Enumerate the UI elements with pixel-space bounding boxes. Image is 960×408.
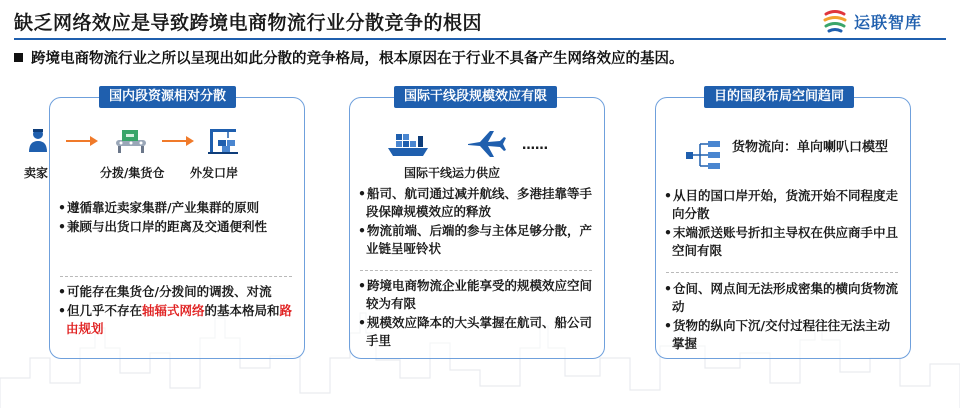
airplane-icon: [466, 128, 506, 158]
dashed-divider: [666, 272, 898, 273]
chain-port-label: 外发口岸: [190, 166, 239, 180]
list-item: • 遵循靠近卖家集群/产业集群的原则: [58, 199, 294, 217]
title-divider: [14, 38, 946, 40]
chain-hub-label: 分拨/集货仓: [100, 166, 165, 180]
cargo-flow-label: 货物流向：单向喇叭口模型: [732, 140, 889, 155]
highlight-routing: 路由规划: [66, 303, 293, 336]
list-item: • 从目的国口岸开始，货流开始不同程度走向分散: [664, 187, 900, 223]
seller-icon: [24, 126, 52, 154]
cargo-ship-icon: [386, 130, 430, 158]
cargo-flow: [680, 138, 910, 178]
domestic-group-1: [58, 199, 294, 237]
international-group-2: [358, 277, 594, 351]
list-item: • 货物的纵向下沉/交付过程往往无法主动掌握: [664, 317, 900, 353]
item-text: 但几乎不存在: [67, 303, 143, 318]
subtitle: [14, 47, 684, 68]
subtitle-text: 跨境电商物流行业之所以呈现出如此分散的竞争格局，根本原因在于行业不具备产生网络效应的基因。: [31, 51, 684, 67]
list-item: • 兼顾与出货口岸的距离及交通便利性: [58, 218, 294, 236]
highlight-hub-spoke: 轴辐式网络: [142, 303, 205, 318]
trunk-capacity-label: 国际干线运力供应: [404, 166, 501, 180]
logo-text: 运联智库: [854, 12, 923, 32]
item-text: 的基本格局和: [204, 303, 280, 318]
destination-group-1: [664, 187, 900, 261]
dashed-divider: [360, 270, 592, 271]
destination-group-2: [664, 280, 900, 354]
list-item: • 船司、航司通过减并航线、多港挂靠等手段保障规模效应的释放: [358, 185, 594, 221]
arrow-right-icon: [66, 136, 98, 146]
list-item: • 规模效应降本的大头掌握在航司、船公司手里: [358, 314, 594, 350]
horn-flow-icon: [684, 140, 724, 170]
conveyor-icon: [114, 126, 148, 154]
square-bullet-icon: [14, 53, 23, 62]
chain-seller-label: 卖家: [24, 166, 49, 180]
domestic-chain: [14, 126, 246, 186]
logo-swirl-icon: [822, 8, 848, 34]
port-crane-icon: [206, 126, 240, 154]
arrow-right-icon: [162, 136, 194, 146]
panel-destination-heading: 目的国段布局空间趋同: [704, 86, 854, 108]
list-item: • 末端派送账号折扣主导权在供应商手中且空间有限: [664, 224, 900, 260]
trunk-capacity: [362, 128, 594, 184]
brand-logo: [822, 8, 922, 34]
list-item: • 仓间、网点间无法形成密集的横向货物流动: [664, 280, 900, 316]
page-title: 缺乏网络效应是导致跨境电商物流行业分散竞争的根因: [14, 12, 483, 34]
list-item: [58, 302, 294, 338]
domestic-group-2: [58, 283, 294, 339]
list-item: • 物流前端、后端的参与主体足够分散，产业链呈哑铃状: [358, 222, 594, 258]
dashed-divider: [60, 276, 292, 277]
list-item: • 跨境电商物流企业能享受的规模效应空间较为有限: [358, 277, 594, 313]
international-group-1: [358, 185, 594, 259]
panel-domestic-heading: 国内段资源相对分散: [99, 86, 236, 108]
more-ellipsis: ……: [522, 138, 548, 153]
list-item: • 可能存在集货仓/分拨间的调拨、对流: [58, 283, 294, 301]
panel-international-heading: 国际干线段规模效应有限: [394, 86, 557, 108]
